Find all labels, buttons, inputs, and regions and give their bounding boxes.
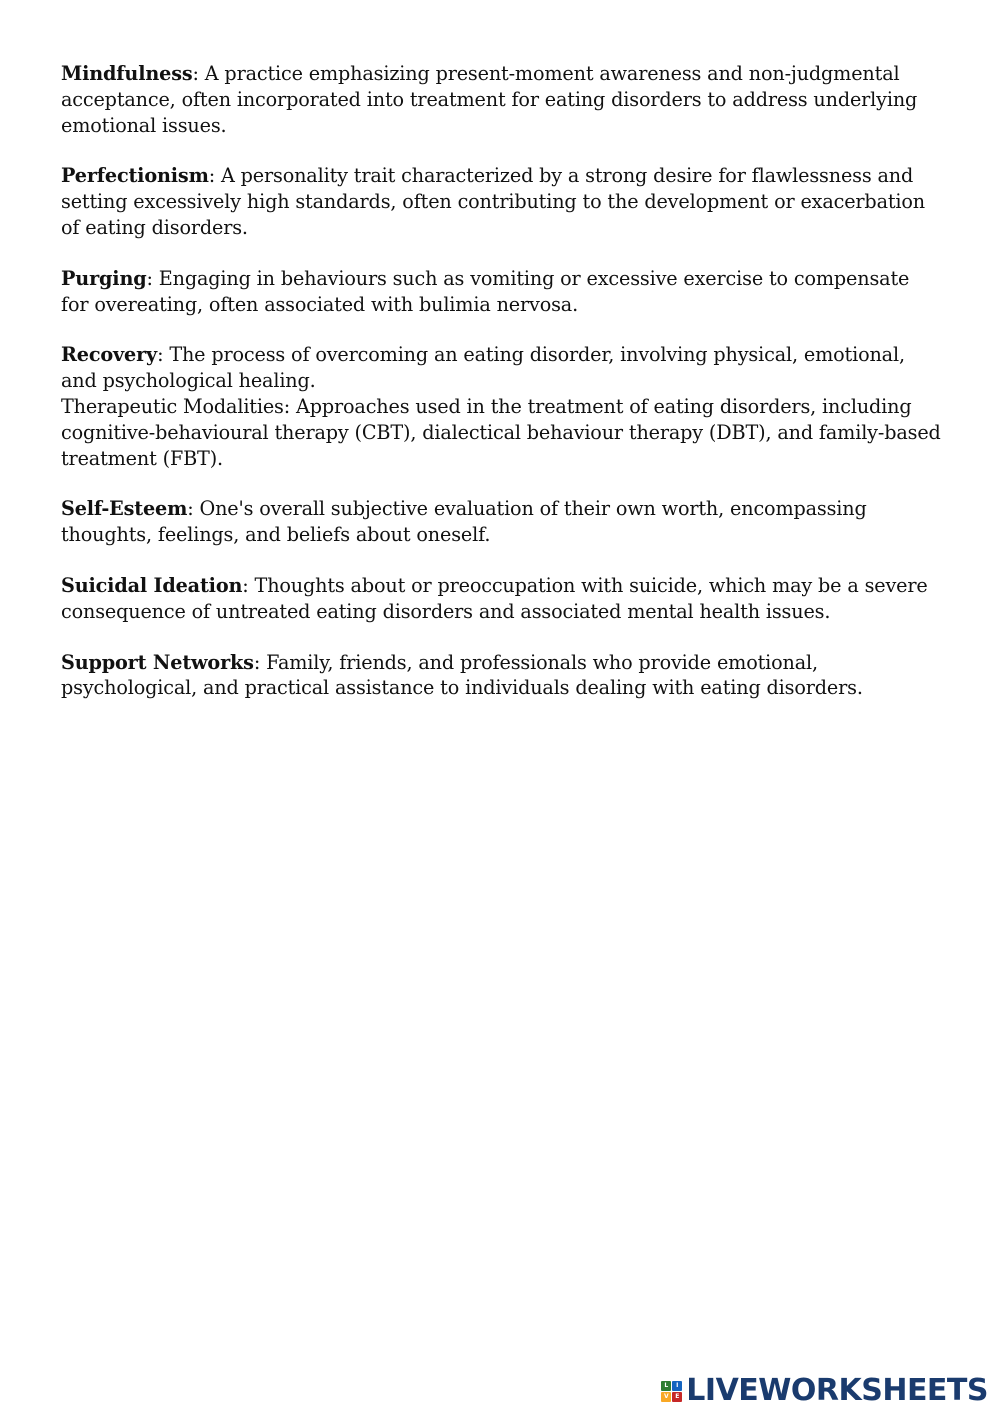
logo-mark-icon: [661, 1381, 682, 1402]
glossary-entry-self-esteem: [61, 496, 941, 548]
logo-mark-cell: L: [661, 1381, 671, 1391]
glossary-definition: : One's overall subjective evaluation of their own worth, encompassing thoughts, feelings, and beliefs about oneself.: [61, 497, 867, 547]
glossary-term: Support Networks: [61, 650, 254, 674]
glossary-term: Recovery: [61, 343, 158, 367]
glossary-page: [61, 61, 941, 726]
glossary-definition: : Thoughts about or preoccupation with suicide, which may be a severe consequence of untreated eating disorders and associated mental health issues.: [61, 573, 928, 623]
liveworksheets-logo: [661, 1373, 988, 1408]
logo-text: LIVEWORKSHEETS: [686, 1373, 988, 1408]
glossary-entry-mindfulness: [61, 61, 941, 138]
glossary-definition: : Engaging in behaviours such as vomiting or excessive exercise to compensate for overeating, often associated with bulimia nervosa.: [61, 266, 910, 316]
glossary-term: Mindfulness: [61, 62, 193, 85]
glossary-definition: : A practice emphasizing present-moment awareness and non-judgmental acceptance, often incorporated into treatment for eating disorders to address underlying emotional issues.: [61, 62, 918, 137]
glossary-term: Self-Esteem: [61, 497, 188, 521]
logo-mark-cell: E: [672, 1392, 682, 1402]
glossary-term: Perfectionism: [61, 164, 209, 188]
glossary-plain-text: Therapeutic Modalities: Approaches used in the treatment of eating disorders, including cognitive-behavioural therapy (CBT), dialectical behaviour therapy (DBT), and family-based treatment (FBT).: [61, 394, 941, 470]
glossary-entry-recovery: [61, 342, 941, 394]
glossary-entry-suicidal-ideation: [61, 573, 941, 625]
glossary-entry-perfectionism: [61, 163, 941, 240]
glossary-term: Purging: [61, 266, 147, 290]
logo-mark-cell: I: [672, 1381, 682, 1391]
glossary-definition: : The process of overcoming an eating disorder, involving physical, emotional, and psychological healing.: [61, 343, 905, 393]
glossary-term: Suicidal Ideation: [61, 573, 243, 597]
glossary-entry-purging: [61, 266, 941, 318]
glossary-entry-therapeutic-modalities: [61, 394, 941, 471]
glossary-definition: : A personality trait characterized by a strong desire for flawlessness and setting excessively high standards, often contributing to the development or exacerbation of eating disorders.: [61, 164, 926, 239]
glossary-entry-support-networks: [61, 650, 941, 702]
glossary-definition: : Family, friends, and professionals who provide emotional, psychological, and practical assistance to individuals dealing with eating disorders.: [61, 650, 863, 700]
logo-mark-cell: V: [661, 1392, 671, 1402]
